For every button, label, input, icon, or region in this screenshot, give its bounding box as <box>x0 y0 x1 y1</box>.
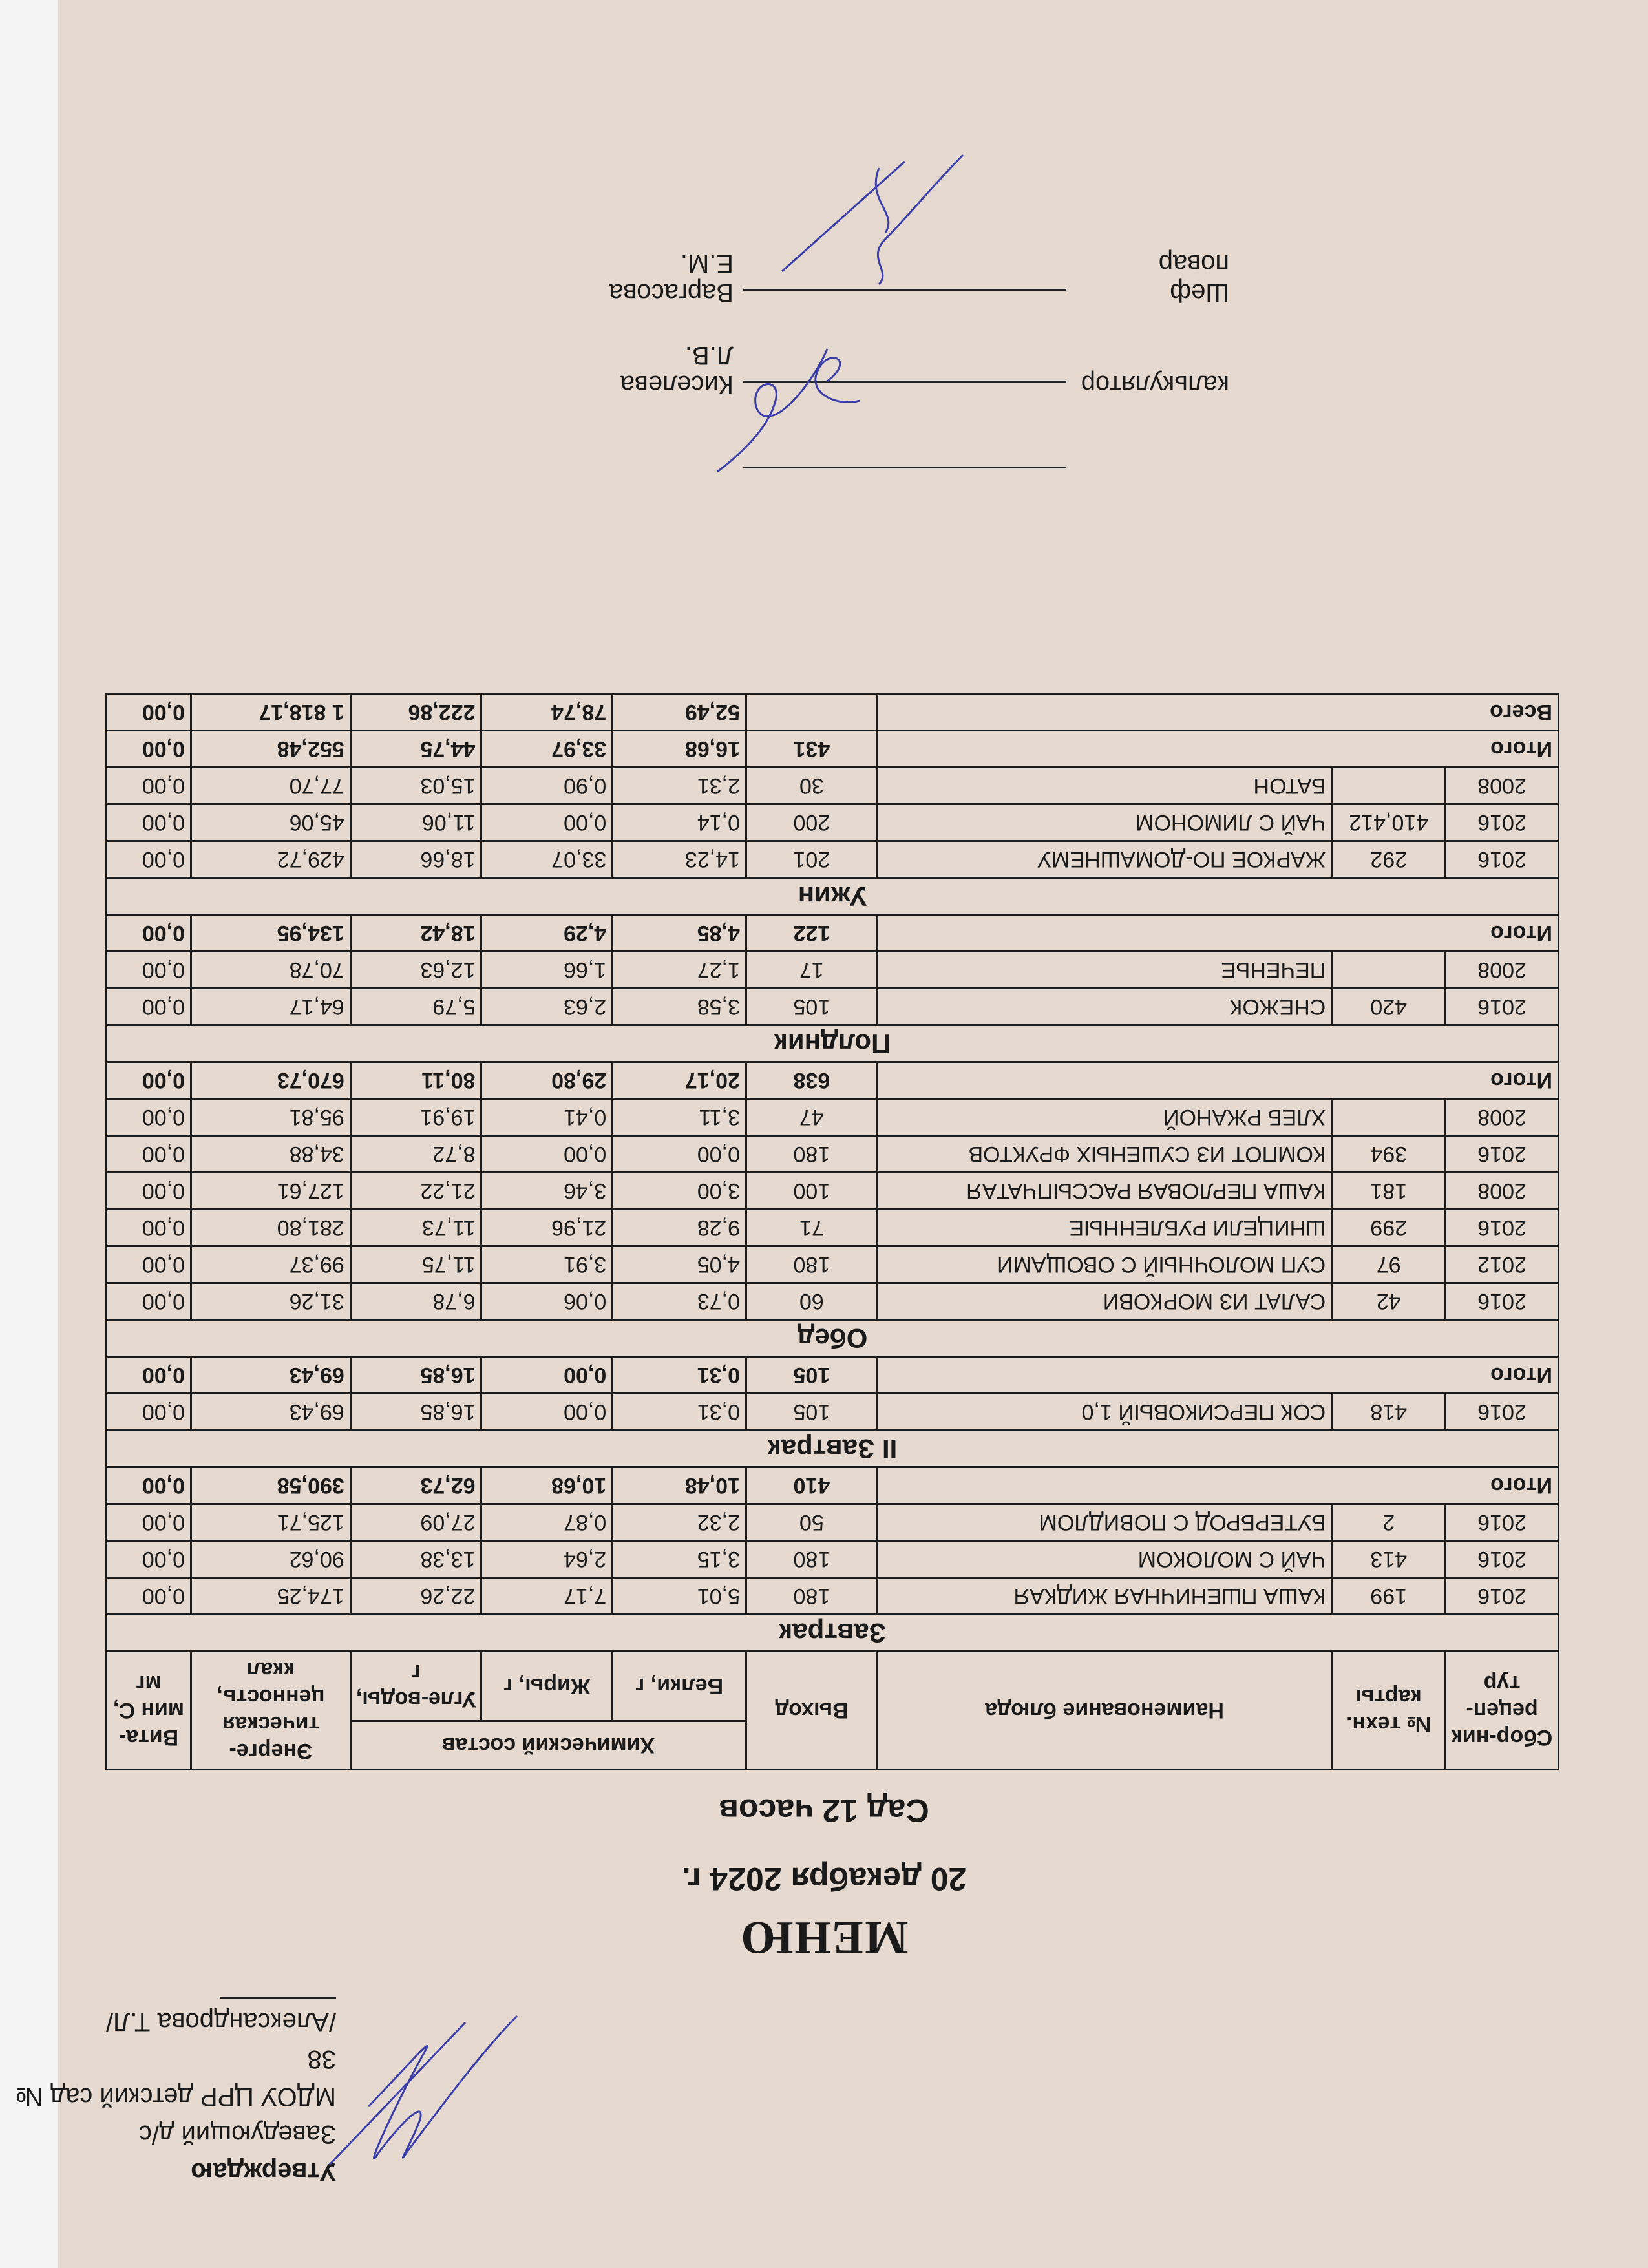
table-cell: ХЛЕБ РЖАНОЙ <box>877 1099 1332 1136</box>
total-cell: 0,00 <box>481 1357 613 1394</box>
table-cell: 21,96 <box>481 1210 613 1246</box>
total-cell: 0,00 <box>107 731 191 768</box>
header-vitamin: Вита-мин С, мг <box>107 1652 191 1770</box>
table-cell: 0,00 <box>107 989 191 1025</box>
table-cell: 292 <box>1332 841 1446 878</box>
section-row <box>107 1615 1559 1652</box>
section-title: Ужин <box>107 878 1559 915</box>
table-cell: 70,78 <box>191 952 350 989</box>
table-cell: 45,06 <box>191 804 350 841</box>
table-cell: 0,00 <box>107 1578 191 1615</box>
table-cell: 0,00 <box>481 1394 613 1431</box>
total-cell: 16,85 <box>350 1357 481 1394</box>
table-cell: 27,09 <box>350 1504 481 1541</box>
total-cell: 410 <box>746 1467 877 1504</box>
total-cell: 0,31 <box>613 1357 746 1394</box>
grand-total-cell: 52,49 <box>613 694 746 731</box>
table-cell: 180 <box>746 1541 877 1578</box>
table-cell: 2008 <box>1446 952 1559 989</box>
header-card: № техн. карты <box>1332 1652 1446 1770</box>
table-cell: 2016 <box>1446 804 1559 841</box>
table-cell: 429,72 <box>191 841 350 878</box>
table-cell: 17 <box>746 952 877 989</box>
table-cell: 0,41 <box>481 1099 613 1136</box>
table-cell: 2016 <box>1446 1504 1559 1541</box>
menu-heading: МЕНЮ <box>739 1912 909 1964</box>
table-cell: БАТОН <box>877 768 1332 804</box>
table-cell: 31,26 <box>191 1283 350 1320</box>
total-cell: 105 <box>746 1357 877 1394</box>
total-label: Итого <box>877 1467 1558 1504</box>
total-cell: 0,00 <box>107 1467 191 1504</box>
table-cell: 22,26 <box>350 1578 481 1615</box>
table-cell: 12,63 <box>350 952 481 989</box>
table-cell: 2016 <box>1446 989 1559 1025</box>
total-cell: 33,97 <box>481 731 613 768</box>
table-cell: 299 <box>1332 1210 1446 1246</box>
table-cell: 0,00 <box>107 768 191 804</box>
grand-total-cell: 222,86 <box>350 694 481 731</box>
table-cell: 99,37 <box>191 1246 350 1283</box>
table-cell: ЧАЙ С МОЛОКОМ <box>877 1541 1332 1578</box>
table-cell: 0,00 <box>107 1504 191 1541</box>
calculator-role: калькулятор <box>1081 370 1229 399</box>
table-cell: 3,00 <box>613 1173 746 1210</box>
table-row <box>107 1246 1559 1283</box>
total-label: Итого <box>877 1062 1558 1099</box>
approval-line-1: Заведующий д/с <box>138 2120 336 2148</box>
table-cell: 3,46 <box>481 1173 613 1210</box>
table-row <box>107 1210 1559 1246</box>
table-cell: 394 <box>1332 1136 1446 1173</box>
table-cell: 3,91 <box>481 1246 613 1283</box>
table-cell: 0,00 <box>107 841 191 878</box>
total-cell: 16,68 <box>613 731 746 768</box>
table-cell: 0,06 <box>481 1283 613 1320</box>
table-cell: 60 <box>746 1283 877 1320</box>
total-cell: 20,17 <box>613 1062 746 1099</box>
chef-name: Варгасова Е.М. <box>609 249 734 307</box>
table-cell: 180 <box>746 1136 877 1173</box>
table-cell: 4,05 <box>613 1246 746 1283</box>
table-row <box>107 1394 1559 1431</box>
table-cell: 42 <box>1332 1283 1446 1320</box>
table-cell: 11,06 <box>350 804 481 841</box>
table-cell: 50 <box>746 1504 877 1541</box>
table-cell: 0,00 <box>613 1136 746 1173</box>
table-cell: 180 <box>746 1578 877 1615</box>
table-cell: ПЕЧЕНЬЕ <box>877 952 1332 989</box>
section-row <box>107 1431 1559 1467</box>
table-cell: 2,64 <box>481 1541 613 1578</box>
table-cell: 0,00 <box>481 1136 613 1173</box>
table-cell: 1,66 <box>481 952 613 989</box>
table-cell: КАША ПШЕНИЧНАЯ ЖИДКАЯ <box>877 1578 1332 1615</box>
table-cell: 18,66 <box>350 841 481 878</box>
table-cell: 125,71 <box>191 1504 350 1541</box>
total-cell: 62,73 <box>350 1467 481 1504</box>
table-cell: 420 <box>1332 989 1446 1025</box>
table-row <box>107 1099 1559 1136</box>
total-row <box>107 1357 1559 1394</box>
table-row <box>107 1173 1559 1210</box>
table-cell: 2,63 <box>481 989 613 1025</box>
table-cell: 2016 <box>1446 1283 1559 1320</box>
total-cell: 29,80 <box>481 1062 613 1099</box>
table-cell: 0,87 <box>481 1504 613 1541</box>
table-cell: 9,28 <box>613 1210 746 1246</box>
table-cell: 199 <box>1332 1578 1446 1615</box>
table-cell: 77,70 <box>191 768 350 804</box>
table-cell <box>1332 1099 1446 1136</box>
grand-total-label: Всего <box>877 694 1558 731</box>
table-cell: 0,00 <box>107 1246 191 1283</box>
table-cell: 6,78 <box>350 1283 481 1320</box>
table-cell: ШНИЦЕЛИ РУБЛЕННЫЕ <box>877 1210 1332 1246</box>
header-protein: Белки, г <box>613 1652 746 1721</box>
table-cell: 21,22 <box>350 1173 481 1210</box>
document-title <box>0 1792 1648 1964</box>
total-cell: 670,73 <box>191 1062 350 1099</box>
table-cell: 2,31 <box>613 768 746 804</box>
table-cell: 127,61 <box>191 1173 350 1210</box>
table-cell: КОМПОТ ИЗ СУШЕНЫХ ФРУКТОВ <box>877 1136 1332 1173</box>
table-cell: 2016 <box>1446 1394 1559 1431</box>
header-chemical: Химический состав <box>350 1721 746 1769</box>
table-cell: 64,17 <box>191 989 350 1025</box>
table-row <box>107 1541 1559 1578</box>
section-row <box>107 878 1559 915</box>
table-cell: 2012 <box>1446 1246 1559 1283</box>
table-row <box>107 989 1559 1025</box>
table-cell: СНЕЖОК <box>877 989 1332 1025</box>
table-cell: 418 <box>1332 1394 1446 1431</box>
table-cell: 13,38 <box>350 1541 481 1578</box>
table-cell: 100 <box>746 1173 877 1210</box>
table-cell: 180 <box>746 1246 877 1283</box>
table-cell: 0,00 <box>107 952 191 989</box>
garden-subtitle: Сад 12 часов <box>719 1792 929 1829</box>
table-row <box>107 768 1559 804</box>
header-fat: Жиры, г <box>481 1652 613 1721</box>
table-cell: 33,07 <box>481 841 613 878</box>
chef-signature <box>769 149 976 297</box>
total-row <box>107 1062 1559 1099</box>
table-cell: СОК ПЕРСИКОВЫЙ 1,0 <box>877 1394 1332 1431</box>
total-cell: 80,11 <box>350 1062 481 1099</box>
chef-role: Шеф повар <box>1158 249 1229 307</box>
table-cell: САЛАТ ИЗ МОРКОВИ <box>877 1283 1332 1320</box>
calculator-signature <box>704 330 898 478</box>
grand-total-cell: 0,00 <box>107 694 191 731</box>
table-cell: 3,11 <box>613 1099 746 1136</box>
table-cell: 2016 <box>1446 1578 1559 1615</box>
table-cell: 97 <box>1332 1246 1446 1283</box>
table-cell: 16,85 <box>350 1394 481 1431</box>
table-cell: ЖАРКОЕ ПО-ДОМАШНЕМУ <box>877 841 1332 878</box>
total-row <box>107 915 1559 952</box>
grand-total-cell: 1 818,17 <box>191 694 350 731</box>
total-cell: 4,29 <box>481 915 613 952</box>
section-title: II Завтрак <box>107 1431 1559 1467</box>
table-cell: 410,412 <box>1332 804 1446 841</box>
approval-line-3: /Александрова Т.Л/ <box>105 2008 336 2036</box>
table-cell: 2016 <box>1446 1136 1559 1173</box>
table-cell: 105 <box>746 1394 877 1431</box>
table-cell: 1,27 <box>613 952 746 989</box>
table-cell: 0,00 <box>107 1394 191 1431</box>
total-cell: 122 <box>746 915 877 952</box>
table-cell: 0,90 <box>481 768 613 804</box>
header-energy: Энерге-тическая ценность, ккал <box>191 1652 350 1770</box>
table-cell: 90,62 <box>191 1541 350 1578</box>
approval-block <box>0 2003 336 2190</box>
section-row <box>107 1025 1559 1062</box>
table-cell: 11,75 <box>350 1246 481 1283</box>
table-cell: 5,01 <box>613 1578 746 1615</box>
total-cell: 552,48 <box>191 731 350 768</box>
table-cell: 8,72 <box>350 1136 481 1173</box>
calculator-name: Киселева Л.В. <box>620 341 734 399</box>
table-cell: 2008 <box>1446 1173 1559 1210</box>
total-cell: 10,48 <box>613 1467 746 1504</box>
section-title: Завтрак <box>107 1615 1559 1652</box>
header-yield: Выход <box>746 1652 877 1770</box>
header-carbs: Угле-воды, г <box>350 1652 481 1721</box>
table-cell: 200 <box>746 804 877 841</box>
table-row <box>107 1578 1559 1615</box>
table-cell: ЧАЙ С ЛИМОНОМ <box>877 804 1332 841</box>
menu-date: 20 декабря 2024 г. <box>681 1861 967 1897</box>
total-cell: 0,00 <box>107 915 191 952</box>
table-cell: 105 <box>746 989 877 1025</box>
table-row <box>107 1283 1559 1320</box>
table-row <box>107 1504 1559 1541</box>
table-cell: 95,81 <box>191 1099 350 1136</box>
section-title: Полдник <box>107 1025 1559 1062</box>
table-cell: 14,23 <box>613 841 746 878</box>
approval-line-2: МДОУ ЦРР детский сад № 38 <box>15 2045 336 2111</box>
section-title: Обед <box>107 1320 1559 1357</box>
table-cell: 0,00 <box>107 1099 191 1136</box>
table-row <box>107 952 1559 989</box>
table-cell <box>1332 768 1446 804</box>
total-row <box>107 1467 1559 1504</box>
table-cell: 19,91 <box>350 1099 481 1136</box>
table-cell: 47 <box>746 1099 877 1136</box>
table-cell: 71 <box>746 1210 877 1246</box>
table-cell: 0,00 <box>107 1541 191 1578</box>
total-cell: 4,85 <box>613 915 746 952</box>
approval-signature <box>317 2010 523 2178</box>
approval-title: Утверждаю <box>191 2158 336 2186</box>
table-row <box>107 1136 1559 1173</box>
grand-total-cell <box>746 694 877 731</box>
total-cell: 44,75 <box>350 731 481 768</box>
table-cell: 2016 <box>1446 1210 1559 1246</box>
table-cell: 11,73 <box>350 1210 481 1246</box>
table-row <box>107 841 1559 878</box>
table-cell: 2016 <box>1446 1541 1559 1578</box>
table-cell: 0,00 <box>481 804 613 841</box>
table-cell: 30 <box>746 768 877 804</box>
section-row <box>107 1320 1559 1357</box>
table-cell: 201 <box>746 841 877 878</box>
total-row <box>107 731 1559 768</box>
table-cell <box>1332 952 1446 989</box>
table-cell: 7,17 <box>481 1578 613 1615</box>
table-cell: КАША ПЕРЛОВАЯ РАССЫПЧАТАЯ <box>877 1173 1332 1210</box>
total-cell: 0,00 <box>107 1062 191 1099</box>
total-cell: 69,43 <box>191 1357 350 1394</box>
total-cell: 18,42 <box>350 915 481 952</box>
table-cell: 15,03 <box>350 768 481 804</box>
table-body <box>107 694 1559 1652</box>
header-collection: Сбор-ник рецеп-тур <box>1446 1652 1559 1770</box>
table-cell: 2008 <box>1446 1099 1559 1136</box>
table-cell: БУТЕРБРОД С ПОВИДЛОМ <box>877 1504 1332 1541</box>
table-cell: 0,00 <box>107 1136 191 1173</box>
total-cell: 390,58 <box>191 1467 350 1504</box>
total-label: Итого <box>877 915 1558 952</box>
table-cell: 0,73 <box>613 1283 746 1320</box>
total-cell: 431 <box>746 731 877 768</box>
total-cell: 134,95 <box>191 915 350 952</box>
total-label: Итого <box>877 1357 1558 1394</box>
header-dish: Наименование блюда <box>877 1652 1332 1770</box>
table-cell: 0,00 <box>107 804 191 841</box>
total-cell: 0,00 <box>107 1357 191 1394</box>
table-cell: 0,00 <box>107 1283 191 1320</box>
table-cell: 281,80 <box>191 1210 350 1246</box>
table-cell: 174,25 <box>191 1578 350 1615</box>
table-cell: 69,43 <box>191 1394 350 1431</box>
table-cell: СУП МОЛОЧНЫЙ С ОВОЩАМИ <box>877 1246 1332 1283</box>
table-cell: 2,32 <box>613 1504 746 1541</box>
table-cell: 0,14 <box>613 804 746 841</box>
table-cell: 181 <box>1332 1173 1446 1210</box>
grand-total-cell: 78,74 <box>481 694 613 731</box>
table-row <box>107 804 1559 841</box>
table-cell: 2016 <box>1446 841 1559 878</box>
grand-total-row <box>107 694 1559 731</box>
table-cell: 0,31 <box>613 1394 746 1431</box>
total-label: Итого <box>877 731 1558 768</box>
total-cell: 10,68 <box>481 1467 613 1504</box>
table-cell: 2 <box>1332 1504 1446 1541</box>
table-cell: 3,15 <box>613 1541 746 1578</box>
approval-signature-line <box>220 1997 336 1999</box>
table-cell: 413 <box>1332 1541 1446 1578</box>
menu-table <box>105 693 1559 1770</box>
table-cell: 5,79 <box>350 989 481 1025</box>
table-cell: 0,00 <box>107 1173 191 1210</box>
table-cell: 3,58 <box>613 989 746 1025</box>
total-cell: 638 <box>746 1062 877 1099</box>
table-cell: 34,88 <box>191 1136 350 1173</box>
table-cell: 2008 <box>1446 768 1559 804</box>
table-cell: 0,00 <box>107 1210 191 1246</box>
